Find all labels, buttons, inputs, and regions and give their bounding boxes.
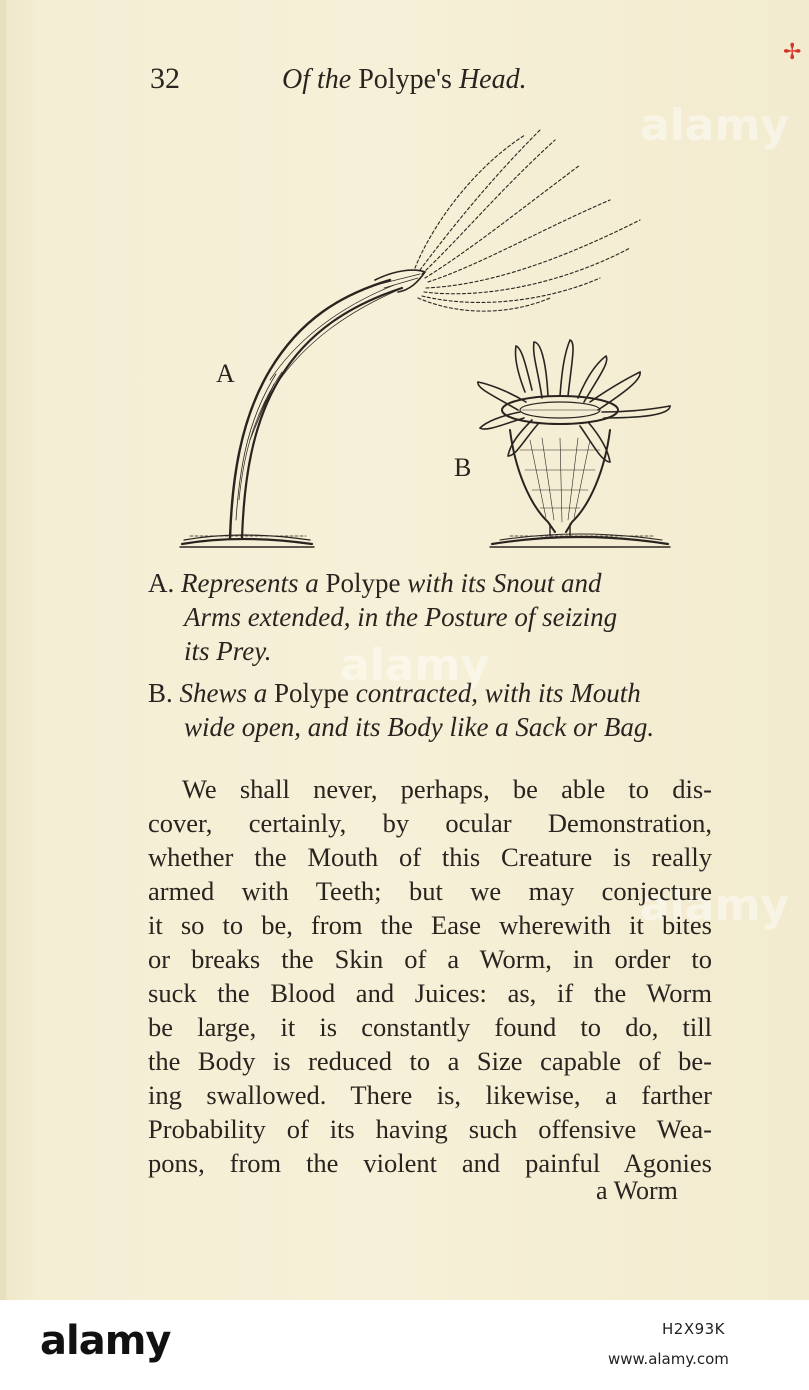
figure-label-b: B [454,453,472,482]
caption-a-line: its Prey. [184,636,272,666]
text-line: Probability of its having such offensive Wea- [148,1114,712,1144]
text-line: the Body is reduced to a Size capable of be- [148,1046,712,1076]
watermark-logo-faint: alamy [340,640,489,691]
caption-a-line: Arms extended, in the Posture of seizing [184,602,618,632]
caption-a [148,566,718,668]
figure-label-a: A [216,359,235,388]
text-line: cover, certainly, by ocular Demonstration, [148,808,712,838]
polype-b-tentacles [478,340,670,462]
caption-b-line: wide open, and its Body like a Sack or Bag. [184,712,655,742]
caption-a-line: A. Represents a Polype with its Snout and [148,568,602,598]
image-id: H2X93K [662,1320,726,1338]
text-line: pons, from the violent and painful Agonies [148,1148,712,1178]
polype-b-body [510,430,610,536]
page-heading: Of the Polype's Head. [282,64,527,95]
polype-engraving [170,120,690,560]
red-ink-mark: ✢ [783,40,802,65]
text-line: ing swallowed. There is, likewise, a farther [148,1080,712,1110]
body-paragraph [148,772,712,1180]
polype-b-base [490,534,670,547]
text-line: suck the Blood and Juices: as, if the Worm [148,978,712,1008]
text-line: We shall never, perhaps, be able to dis- [182,774,712,804]
caption-b [148,676,718,744]
caption-b-line: B. Shews a Polype contracted, with its Mouth [148,678,641,708]
text-line: armed with Teeth; but we may conjecture [148,876,712,906]
text-line: whether the Mouth of this Creature is really [148,842,712,872]
watermark-logo-faint: alamy [640,880,789,931]
text-line: it so to be, from the Ease wherewith it bites [148,910,712,940]
watermark-logo-faint: alamy [640,100,789,151]
running-head [150,62,590,102]
polype-a-base [180,535,314,547]
polype-a-arms [415,130,640,311]
text-line: or breaks the Skin of a Worm, in order to [148,944,712,974]
alamy-logo: alamy [40,1318,171,1364]
page-number: 32 [150,62,180,95]
catchword: a Worm [596,1176,678,1205]
text-line: be large, it is constantly found to do, till [148,1012,712,1042]
polype-a-body [230,270,425,538]
page-edge [0,0,6,1300]
watermark-url: www.alamy.com [608,1350,729,1368]
